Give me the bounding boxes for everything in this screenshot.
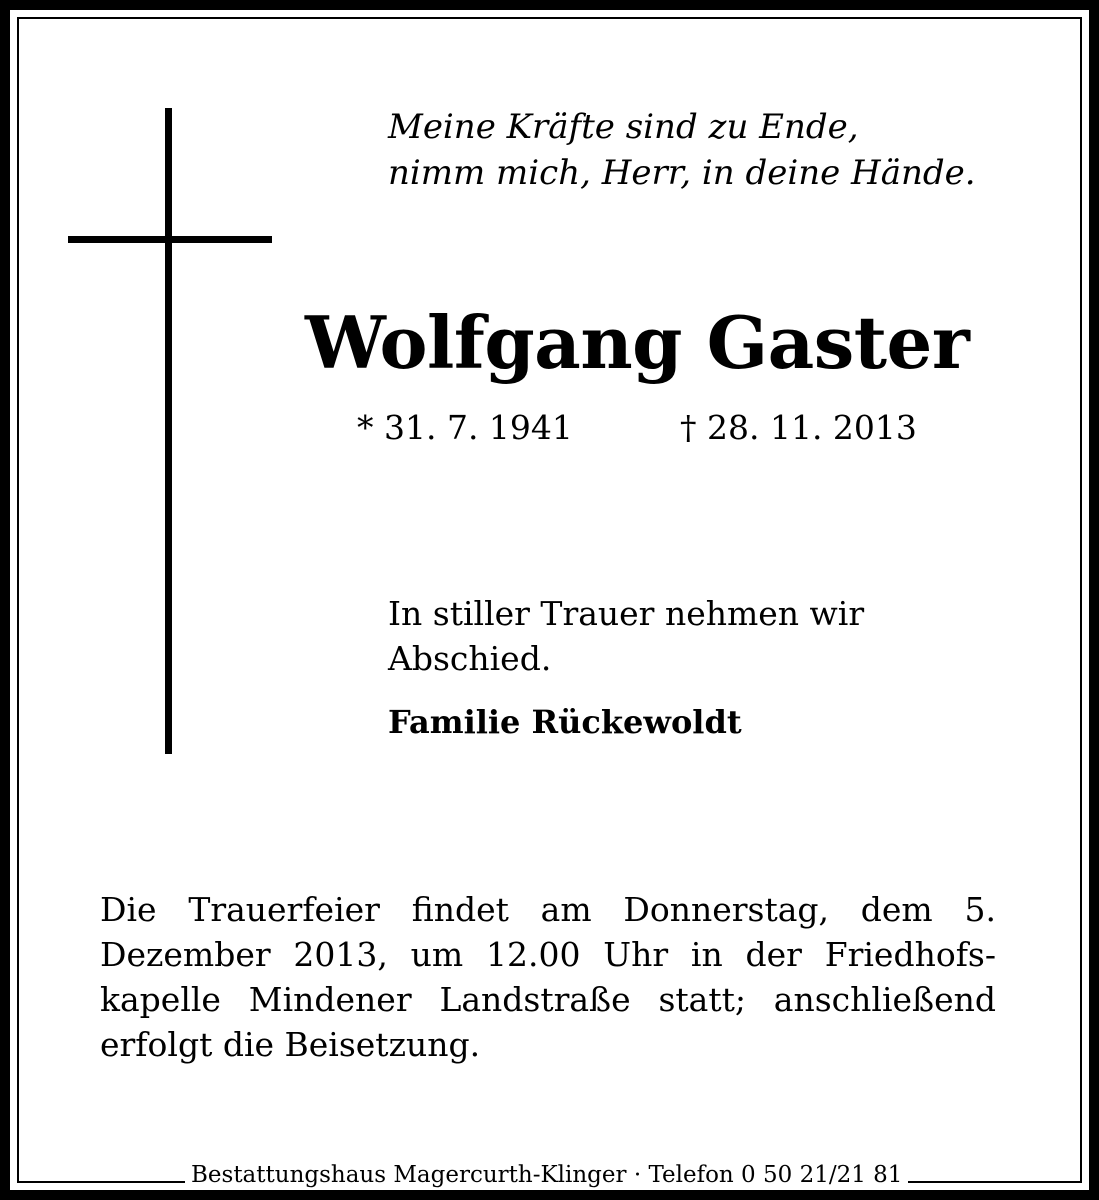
mourning-line-1: In stiller Trauer nehmen wir <box>388 594 865 633</box>
ceremony-line-2: Dezember 2013, um 12.00 Uhr in der Friedhofs- <box>100 935 996 974</box>
motto-line-1: Meine Kräfte sind zu Ende, <box>388 107 859 147</box>
motto-line-2: nimm mich, Herr, in deine Hände. <box>388 153 976 193</box>
funeral-home-footer: Bestattungshaus Magercurth-Klinger · Telefon 0 50 21/21 81 <box>185 1160 908 1190</box>
birth-date: * 31. 7. 1941 <box>357 408 573 447</box>
ceremony-line-1: Die Trauerfeier findet am Donnerstag, dem 5. <box>100 890 996 929</box>
ceremony-notice <box>100 887 996 1067</box>
family-signature: Familie Rückewoldt <box>388 703 742 741</box>
mourning-text <box>388 591 864 681</box>
ceremony-line-4: erfolgt die Beisetzung. <box>100 1025 481 1064</box>
cross-icon <box>165 108 172 754</box>
deceased-name: Wolfgang Gaster <box>305 300 970 385</box>
death-date: † 28. 11. 2013 <box>680 408 917 447</box>
ceremony-line-3: kapelle Mindener Landstraße statt; anschließend <box>100 980 996 1019</box>
mourning-line-2: Abschied. <box>388 639 552 678</box>
cross-icon-crossbar <box>68 236 272 243</box>
motto-verse <box>388 104 976 196</box>
